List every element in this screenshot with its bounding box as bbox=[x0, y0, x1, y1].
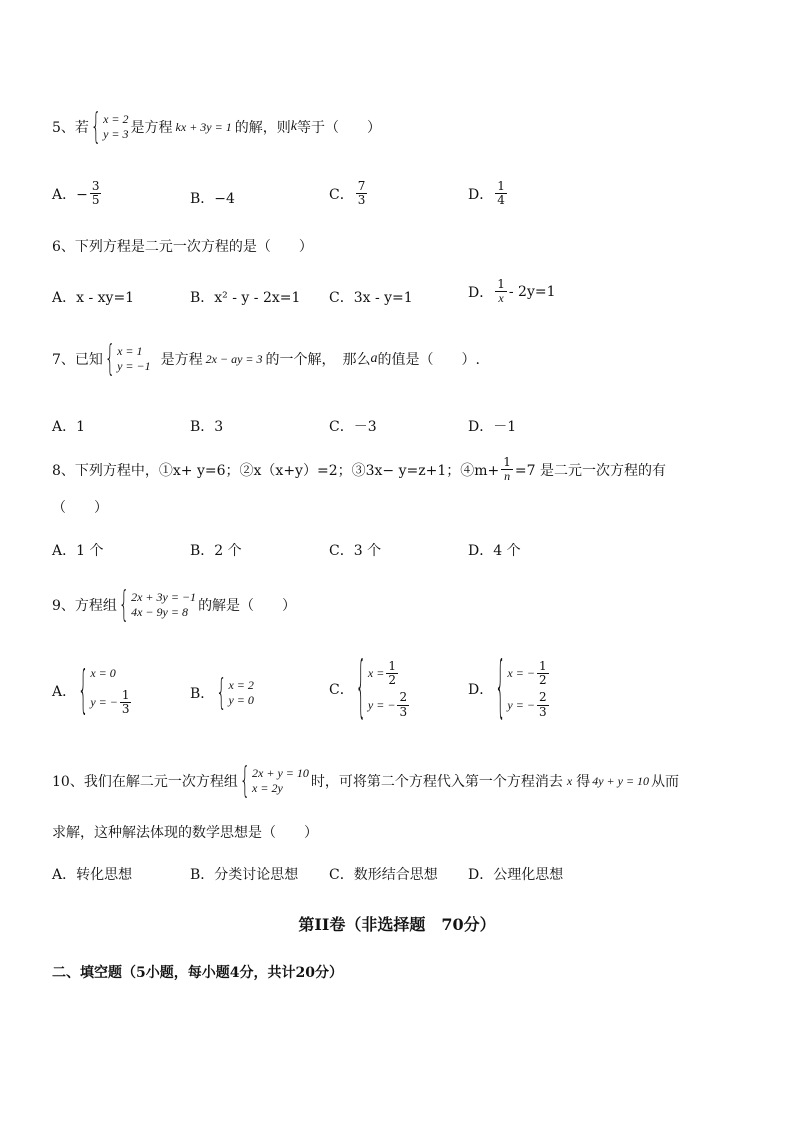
q5-sys-row1: x = 2 bbox=[103, 112, 129, 126]
question-10 bbox=[52, 759, 680, 801]
q8-prefix: 8、下列方程中，①x+ y=6；②x（x+y）=2；③3x− y=z+1；④m+ bbox=[52, 462, 500, 479]
q5-option-d-label: D． bbox=[468, 186, 494, 203]
q10-option-a[interactable]: A．转化思想 bbox=[52, 867, 133, 883]
q9-option-b-label: B． bbox=[190, 686, 215, 702]
q9-b-row1: x = 2 bbox=[228, 678, 254, 692]
brace-icon: { bbox=[78, 659, 89, 720]
question-5 bbox=[52, 105, 381, 147]
q5-option-a-fraction bbox=[90, 180, 102, 207]
q9-option-d-label: D． bbox=[468, 682, 494, 699]
q8-option-d[interactable]: D．4 个 bbox=[468, 543, 521, 559]
q6-option-d-fraction bbox=[495, 278, 507, 305]
q6-option-c[interactable]: C．3x - y=1 bbox=[329, 290, 413, 306]
q5-sys-row2: y = 3 bbox=[103, 127, 129, 141]
frac-num: 1 bbox=[497, 179, 505, 193]
q9-option-a-system bbox=[78, 659, 133, 720]
q9-prefix: 9、方程组 bbox=[52, 598, 117, 614]
q9-d-row1: x = − bbox=[507, 666, 535, 681]
q7-suffix: 的值是（ ）. bbox=[377, 352, 480, 368]
q5-option-a[interactable] bbox=[52, 180, 103, 207]
q9-a-fraction bbox=[120, 689, 132, 716]
brace-icon: { bbox=[104, 337, 116, 379]
q9-option-b[interactable] bbox=[190, 671, 256, 713]
brace-icon: { bbox=[239, 759, 251, 801]
q6-option-b[interactable]: B．x² - y - 2x=1 bbox=[190, 290, 301, 306]
q9-c-fraction2 bbox=[397, 691, 409, 718]
q10-option-c[interactable]: C．数形结合思想 bbox=[329, 867, 438, 883]
q8-option-c[interactable]: C．3 个 bbox=[329, 543, 382, 559]
question-6: 6、下列方程是二元一次方程的是（ ） bbox=[52, 239, 313, 255]
brace-icon: { bbox=[495, 647, 506, 728]
q7-option-d[interactable]: D．－1 bbox=[468, 419, 517, 435]
q9-d-fraction1 bbox=[537, 660, 549, 687]
q5-option-a-label: A．− bbox=[52, 186, 88, 203]
q5-mid: 是方程 bbox=[130, 120, 173, 136]
frac-den: 3 bbox=[538, 704, 547, 719]
question-7 bbox=[52, 337, 480, 379]
q5-option-c[interactable] bbox=[329, 180, 369, 207]
q10-sys-row1: 2x + y = 10 bbox=[252, 766, 309, 780]
frac-den: 4 bbox=[497, 193, 505, 208]
q9-c-fraction1 bbox=[386, 660, 398, 687]
q10-line2: 求解，这种解法体现的数学思想是（ ） bbox=[52, 825, 318, 841]
section-title: 第II卷（非选择题 70分） bbox=[298, 915, 496, 934]
q9-system bbox=[118, 583, 197, 625]
q9-sys-row1: 2x + 3y = −1 bbox=[131, 590, 197, 604]
q10-prefix: 10、我们在解二元一次方程组 bbox=[52, 774, 238, 790]
q9-d-fraction2 bbox=[537, 691, 549, 718]
q6-option-a[interactable]: A．x - xy=1 bbox=[52, 290, 135, 306]
q9-option-d-system bbox=[495, 647, 550, 728]
frac-den: 2 bbox=[388, 673, 396, 688]
q10-option-b[interactable]: B．分类讨论思想 bbox=[190, 867, 299, 883]
q9-c-row2: y = − bbox=[367, 697, 396, 712]
q7-option-b[interactable]: B．3 bbox=[190, 419, 224, 435]
brace-icon: { bbox=[355, 647, 366, 728]
frac-den: 3 bbox=[357, 193, 366, 208]
q9-suffix: 的解是（ ） bbox=[198, 598, 297, 614]
q10-sys-row2: x = 2y bbox=[252, 781, 283, 795]
section-subtitle: 二、填空题（5小题，每小题4分，共计20分） bbox=[52, 965, 343, 981]
q9-option-c[interactable] bbox=[329, 647, 413, 728]
q7-option-a[interactable]: A．1 bbox=[52, 419, 86, 435]
q10-mid: 时，可将第二个方程代入第一个方程消去 bbox=[310, 774, 563, 790]
frac-den: 3 bbox=[399, 704, 408, 719]
q8-suffix: =7 是二元一次方程的有 bbox=[514, 462, 666, 479]
q7-var: a bbox=[370, 351, 378, 366]
q6-option-d-label: D． bbox=[468, 284, 494, 301]
q9-option-c-label: C． bbox=[329, 682, 354, 699]
q10-equation: 4y + y = 10 bbox=[592, 773, 650, 788]
q5-prefix: 5、若 bbox=[52, 120, 89, 136]
q6-option-d[interactable] bbox=[468, 278, 556, 305]
q5-option-b[interactable]: B．−4 bbox=[190, 191, 235, 207]
frac-num: 2 bbox=[538, 690, 547, 705]
q10-option-d[interactable]: D．公理化思想 bbox=[468, 867, 564, 883]
q8-option-a[interactable]: A．1 个 bbox=[52, 543, 104, 559]
q10-mid2: 得 bbox=[576, 774, 591, 790]
frac-num: 1 bbox=[121, 688, 130, 702]
q9-option-c-system bbox=[355, 647, 411, 728]
q6-option-d-tail: - 2y=1 bbox=[508, 283, 556, 300]
q7-sys-row2: y = −1 bbox=[117, 359, 151, 373]
q10-suffix: 从而 bbox=[651, 774, 680, 790]
q9-a-row2: y = − bbox=[90, 695, 118, 710]
q5-option-c-fraction bbox=[356, 180, 368, 207]
q9-c-row1: x = bbox=[367, 666, 385, 681]
frac-den: x bbox=[498, 291, 504, 306]
frac-num: 1 bbox=[538, 659, 547, 673]
frac-num: 3 bbox=[91, 179, 100, 193]
q5-var: k bbox=[290, 119, 297, 134]
q7-equation: 2x − ay = 3 bbox=[205, 351, 263, 366]
q5-equation: kx + 3y = 1 bbox=[175, 119, 232, 134]
q5-system bbox=[90, 105, 129, 147]
q10-system bbox=[239, 759, 309, 801]
brace-icon: { bbox=[118, 583, 130, 625]
q8-option-b[interactable]: B．2 个 bbox=[190, 543, 242, 559]
q7-mid: 是方程 bbox=[160, 352, 203, 368]
frac-den: 3 bbox=[121, 702, 130, 717]
q5-mid2: 的解，则 bbox=[234, 120, 291, 136]
frac-den: n bbox=[504, 469, 511, 484]
q9-option-d[interactable] bbox=[468, 647, 553, 728]
question-8 bbox=[52, 456, 666, 483]
frac-num: 1 bbox=[503, 455, 511, 469]
q7-prefix: 7、已知 bbox=[52, 352, 103, 368]
frac-den: 5 bbox=[91, 193, 100, 208]
q8-fraction bbox=[501, 456, 513, 483]
frac-den: 2 bbox=[538, 673, 547, 688]
q9-option-a-label: A． bbox=[52, 684, 77, 701]
q5-option-c-label: C． bbox=[329, 186, 354, 203]
frac-num: 7 bbox=[357, 179, 366, 193]
q9-a-row1: x = 0 bbox=[90, 666, 116, 680]
q5-suffix: 等于（ ） bbox=[296, 120, 381, 136]
q5-option-d-fraction bbox=[495, 180, 507, 207]
frac-num: 1 bbox=[388, 659, 396, 673]
q10-var: x bbox=[566, 773, 573, 788]
q7-option-c[interactable]: C．－3 bbox=[329, 419, 377, 435]
q9-d-row2: y = − bbox=[507, 697, 535, 712]
q9-sys-row2: 4x − 9y = 8 bbox=[131, 605, 188, 619]
q7-mid2: 的一个解， 那么 bbox=[265, 352, 371, 368]
question-9 bbox=[52, 583, 297, 625]
brace-icon: { bbox=[216, 671, 227, 713]
q9-b-row2: y = 0 bbox=[228, 693, 254, 707]
q8-line2: （ ） bbox=[52, 500, 108, 516]
q9-option-a[interactable] bbox=[52, 659, 135, 720]
q7-system bbox=[104, 337, 151, 379]
q7-sys-row1: x = 1 bbox=[117, 344, 143, 358]
q9-option-b-system bbox=[216, 671, 254, 713]
brace-icon: { bbox=[90, 105, 102, 147]
frac-num: 2 bbox=[399, 690, 408, 705]
q5-option-d[interactable] bbox=[468, 180, 509, 207]
frac-num: 1 bbox=[497, 277, 505, 291]
